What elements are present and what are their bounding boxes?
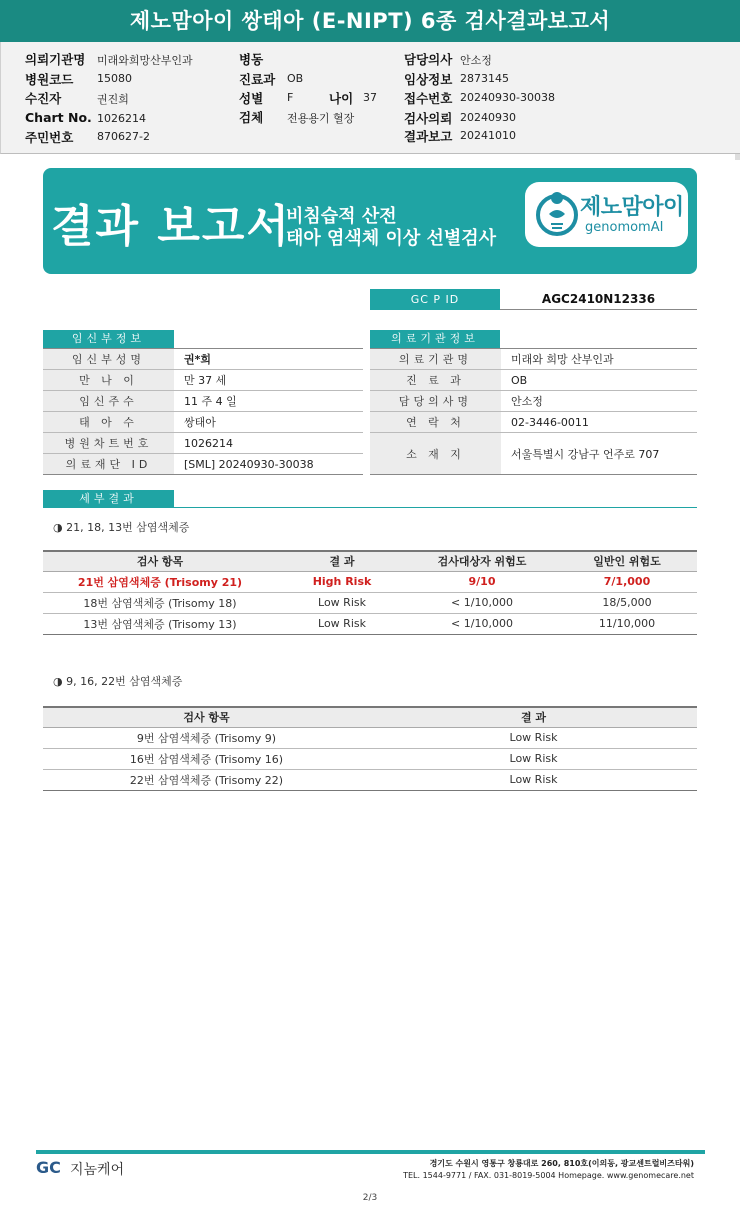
cell-general-risk: 11/10,000 (557, 613, 697, 634)
table-row (370, 349, 697, 370)
row-key: 의료재단 ID (43, 454, 174, 475)
result-report-label: 결과보고 (404, 129, 453, 144)
specimen-label: 검체 (239, 110, 264, 125)
banner-subtitle-2: 태아 염색체 이상 선별검사 (286, 228, 497, 249)
genomecare-logo-text: 지놈케어 (70, 1162, 125, 1178)
row-value: 미래와 희망 산부인과 (501, 349, 697, 370)
table-row (43, 391, 363, 412)
hospital-name-value: 미래와희망산부인과 (97, 54, 193, 67)
table-row (43, 571, 697, 592)
row-key: 임신주수 (43, 391, 174, 412)
cell-result: Low Risk (277, 613, 407, 634)
cell-item: 9번 삼염색체증 (Trisomy 9) (43, 727, 370, 748)
table-row (43, 613, 697, 634)
department-label: 진료과 (239, 72, 276, 87)
sex-label: 성별 (239, 91, 264, 106)
clinical-info-label: 임상정보 (404, 72, 453, 87)
cell-result: High Risk (277, 571, 407, 592)
row-value: 안소정 (501, 391, 697, 412)
report-title: 제노맘아이 쌍태아 (E-NIPT) 6종 검사결과보고서 (0, 0, 740, 42)
row-value: 서울특별시 강남구 언주로 707 (501, 433, 697, 475)
column-header: 결 과 (370, 707, 697, 727)
row-value: 02-3446-0011 (501, 412, 697, 433)
row-key: 소 재 지 (370, 433, 501, 475)
ward-label: 병동 (239, 52, 264, 67)
gc-pid-value: AGC2410N12336 (500, 289, 697, 310)
row-key: 담당의사명 (370, 391, 501, 412)
patient-value: 권진희 (97, 93, 129, 106)
receipt-no-value: 20240930-30038 (460, 91, 555, 104)
cell-item: 18번 삼염색체증 (Trisomy 18) (43, 592, 277, 613)
table-row (43, 727, 697, 748)
patient-label: 수진자 (25, 91, 62, 106)
group1-heading: ◑ 21, 18, 13번 삼염색체증 (53, 521, 190, 534)
table-header-row (43, 551, 697, 571)
row-key: 연 락 처 (370, 412, 501, 433)
table-row (43, 370, 363, 391)
footer-divider (36, 1150, 705, 1154)
gc-pid-label: GC P ID (370, 289, 500, 310)
row-key: 진 료 과 (370, 370, 501, 391)
table-row (43, 592, 697, 613)
cell-item: 22번 삼염색체증 (Trisomy 22) (43, 769, 370, 790)
sex-value: F (287, 91, 294, 104)
hospital-code-value: 15080 (97, 72, 132, 85)
resident-no-label: 주민번호 (25, 130, 74, 145)
chart-no-value: 1026214 (97, 112, 146, 125)
cell-subject-risk: < 1/10,000 (407, 613, 557, 634)
clinical-info-value: 2873145 (460, 72, 509, 85)
cell-item: 13번 삼염색체증 (Trisomy 13) (43, 613, 277, 634)
trisomy-9-16-22-table (43, 706, 697, 791)
cell-general-risk: 7/1,000 (557, 571, 697, 592)
specimen-value: 전용용기 혈장 (287, 112, 355, 125)
logo-english-text: genomomAI (585, 220, 664, 235)
table-row (370, 391, 697, 412)
row-value: [SML] 20240930-30038 (174, 454, 363, 475)
clinic-info-tab: 의료기관정보 (370, 330, 500, 348)
column-header: 결 과 (277, 551, 407, 571)
logo-emblem-icon (535, 188, 579, 240)
doctor-label: 담당의사 (404, 52, 453, 67)
table-row (370, 433, 697, 475)
cell-general-risk: 18/5,000 (557, 592, 697, 613)
cell-result: Low Risk (370, 769, 697, 790)
footer-contact: TEL. 1544-9771 / FAX. 031-8019-5004 Homepage. www.genomecare.net (403, 1171, 694, 1180)
cell-item: 16번 삼염색체증 (Trisomy 16) (43, 748, 370, 769)
resident-no-value: 870627-2 (97, 130, 150, 143)
column-header: 검사 항목 (43, 707, 370, 727)
genomom-logo (525, 182, 688, 247)
patient-info-panel (0, 42, 740, 154)
row-value: 1026214 (174, 433, 363, 454)
row-value: 11 주 4 일 (174, 391, 363, 412)
table-row (370, 370, 697, 391)
column-header: 검사 항목 (43, 551, 277, 571)
banner-subtitle-1: 비침습적 산전 (286, 206, 397, 227)
cell-subject-risk: < 1/10,000 (407, 592, 557, 613)
footer-address: 경기도 수원시 영통구 창룡대로 260, 810호(이의동, 광교센트럴비즈타워) (429, 1159, 694, 1168)
hospital-name-label: 의뢰기관명 (25, 52, 86, 67)
page-number: 2/3 (362, 1193, 378, 1203)
row-key: 만 나 이 (43, 370, 174, 391)
detail-results-tab: 세부결과 (43, 490, 174, 508)
pregnant-info-tab: 임신부정보 (43, 330, 174, 348)
cell-subject-risk: 9/10 (407, 571, 557, 592)
age-label: 나이 (329, 91, 354, 106)
hospital-code-label: 병원코드 (25, 72, 74, 87)
row-value: OB (501, 370, 697, 391)
row-key: 병원차트번호 (43, 433, 174, 454)
doctor-value: 안소정 (460, 54, 492, 67)
column-header: 검사대상자 위험도 (407, 551, 557, 571)
table-row (43, 433, 363, 454)
table-row (370, 412, 697, 433)
test-request-value: 20240930 (460, 111, 516, 124)
logo-korean-text: 제노맘아이 (580, 195, 684, 220)
row-value: 만 37 세 (174, 370, 363, 391)
group2-heading: ◑ 9, 16, 22번 삼염색체증 (53, 675, 183, 688)
table-header-row (43, 707, 697, 727)
divider (174, 507, 697, 508)
table-row (43, 412, 363, 433)
row-key: 태 아 수 (43, 412, 174, 433)
column-header: 일반인 위험도 (557, 551, 697, 571)
age-value: 37 (363, 91, 377, 104)
receipt-no-label: 접수번호 (404, 91, 453, 106)
table-row (43, 769, 697, 790)
cell-item: 21번 삼염색체증 (Trisomy 21) (43, 571, 277, 592)
cell-result: Low Risk (277, 592, 407, 613)
genomecare-logo-icon: GC (36, 1158, 61, 1177)
banner-title: 결과 보고서 (51, 201, 291, 252)
cell-result: Low Risk (370, 748, 697, 769)
row-value: 쌍태아 (174, 412, 363, 433)
result-banner (43, 168, 697, 274)
chart-no-label: Chart No. (25, 110, 92, 125)
row-value: 권*희 (174, 349, 363, 370)
cell-result: Low Risk (370, 727, 697, 748)
result-report-value: 20241010 (460, 129, 516, 142)
trisomy-21-18-13-table (43, 550, 697, 635)
table-row (43, 748, 697, 769)
clinic-info-table (370, 348, 697, 475)
table-row (43, 349, 363, 370)
row-key: 임신부성명 (43, 349, 174, 370)
row-key: 의료기관명 (370, 349, 501, 370)
department-value: OB (287, 72, 304, 85)
table-row (43, 454, 363, 475)
divider (735, 154, 740, 160)
pregnant-info-table (43, 348, 363, 475)
test-request-label: 검사의뢰 (404, 111, 453, 126)
